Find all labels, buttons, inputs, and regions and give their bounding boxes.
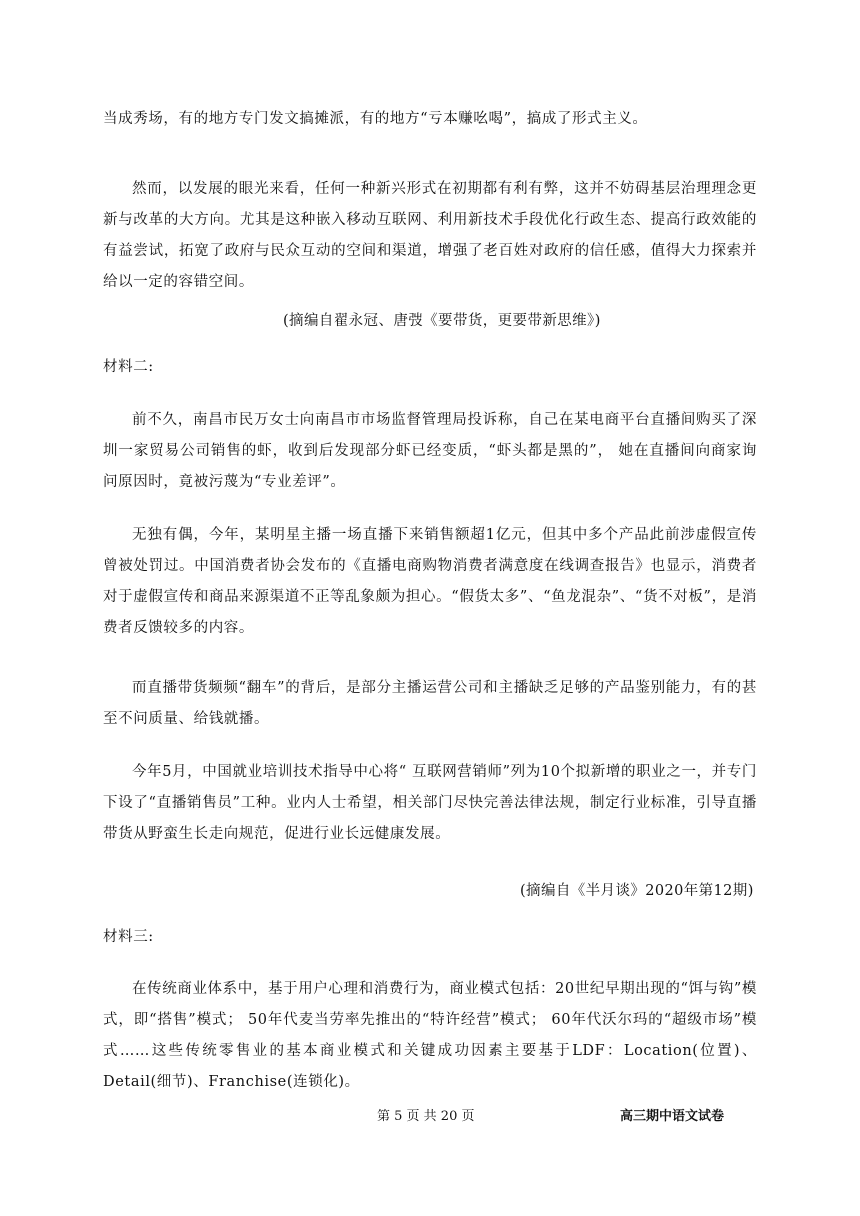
paragraph: 而直播带货频频“翻车”的背后，是部分主播运营公司和主播缺乏足够的产品鉴别能力，有的甚至不问质量、给钱就播。	[103, 680, 757, 727]
paragraph: 前不久，南昌市民万女士向南昌市市场监督管理局投诉称，自己在某电商平台直播间购买了深圳一家贸易公司销售的虾，收到后发现部分虾已经变质，“虾头都是黑的”， 她在直播间向商家询问原因时，竟被污蔑为“专业差评”。	[103, 412, 757, 490]
page-number: 第 5 页 共 20 页	[377, 1109, 475, 1124]
section-heading-material-2: 材料二:	[103, 359, 154, 375]
paragraph: 今年5月，中国就业培训技术指导中心将“ 互联网营销师”列为10个拟新增的职业之一，并专门下设了“直播销售员”工种。业内人士希望，相关部门尽快完善法律法规，制定行业标准，引导直播带货从野蛮生长走向规范，促进行业长远健康发展。	[103, 764, 757, 842]
paragraph: 无独有偶，今年，某明星主播一场直播下来销售额超1亿元，但其中多个产品此前涉虚假宣传曾被处罚过。中国消费者协会发布的《直播电商购物消费者满意度在线调查报告》也显示，消费者对于虚假宣传和商品来源渠道不正等乱象颇为担心。“假货太多”、“鱼龙混杂”、“货不对板”，是消费者反馈较多的内容。	[103, 527, 757, 636]
paragraph: 在传统商业体系中，基于用户心理和消费行为，商业模式包括：20世纪早期出现的“饵与钩”模式，即“搭售”模式； 50年代麦当劳率先推出的“特许经营”模式； 60年代沃尔玛的“超级市场”模式……这些传统零售业的基本商业模式和关键成功因素主要基于LDF：Location(位置)、Detail(细节)、Franchise(连锁化)。	[103, 981, 757, 1090]
source-citation: (摘编自《半月谈》2020年第12期)	[520, 883, 754, 899]
source-citation: (摘编自翟永冠、唐弢《要带货，更要带新思维》)	[283, 313, 601, 329]
paragraph: 然而，以发展的眼光来看，任何一种新兴形式在初期都有利有弊，这并不妨碍基层治理理念更新与改革的大方向。尤其是这种嵌入移动互联网、利用新技术手段优化行政生态、提高行政效能的有益尝试，拓宽了政府与民众互动的空间和渠道，增强了老百姓对政府的信任感，值得大力探索并给以一定的容错空间。	[103, 181, 757, 290]
section-heading-material-3: 材料三:	[103, 929, 154, 945]
exam-title: 高三期中语文试卷	[620, 1109, 725, 1124]
paragraph-continued: 当成秀场，有的地方专门发文搞摊派，有的地方“亏本赚吆喝”，搞成了形式主义。	[103, 111, 648, 127]
